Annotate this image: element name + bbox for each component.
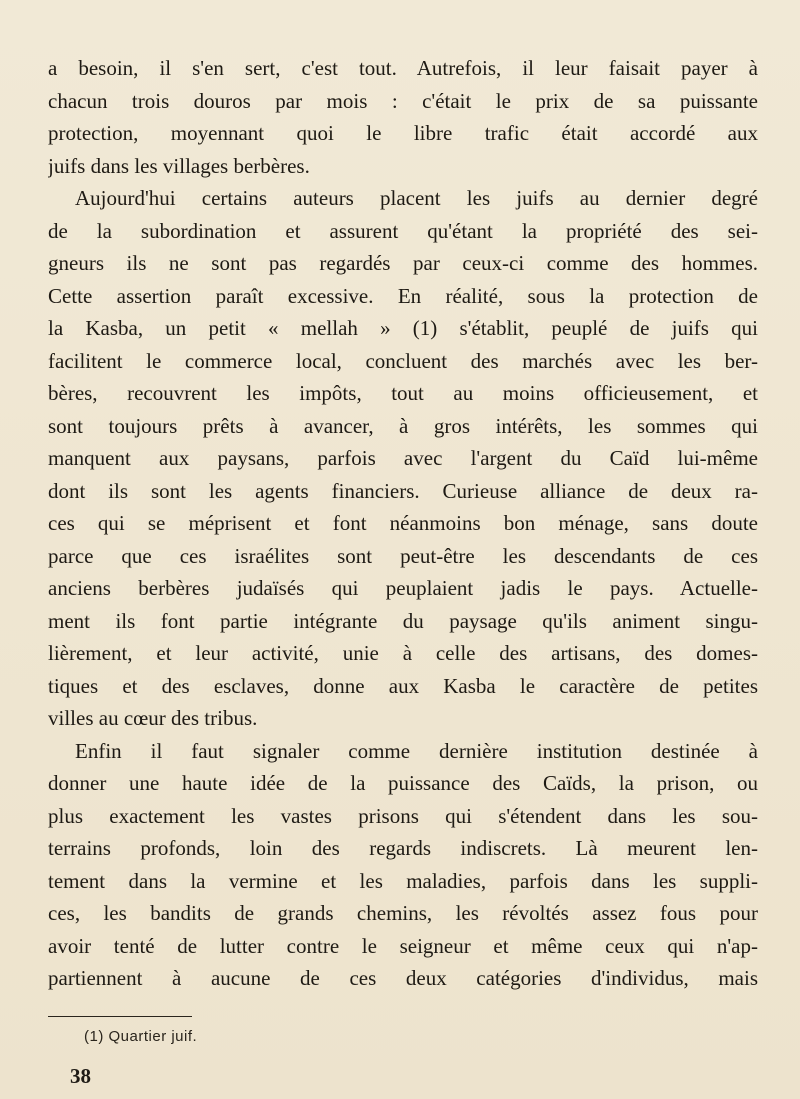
text-line: partiennent à aucune de ces deux catégories d'individus, mais <box>48 966 758 990</box>
text-line: terrains profonds, loin des regards indiscrets. Là meurent len- <box>48 836 758 860</box>
text-line: sont toujours prêts à avancer, à gros intérêts, les sommes qui <box>48 414 758 438</box>
text-line: manquent aux paysans, parfois avec l'argent du Caïd lui-même <box>48 446 758 470</box>
footnote: (1) Quartier juif. <box>84 1028 198 1045</box>
text-line: anciens berbères judaïsés qui peuplaient jadis le pays. Actuelle- <box>48 576 758 600</box>
text-line: protection, moyennant quoi le libre trafic était accordé aux <box>48 121 758 145</box>
text-line: ment ils font partie intégrante du paysage qu'ils animent singu- <box>48 609 758 633</box>
text-line: Enfin il faut signaler comme dernière institution destinée à <box>75 739 758 763</box>
text-line: de la subordination et assurent qu'étant la propriété des sei- <box>48 219 758 243</box>
text-line: ces qui se méprisent et font néanmoins bon ménage, sans doute <box>48 511 758 535</box>
text-line: donner une haute idée de la puissance des Caïds, la prison, ou <box>48 771 758 795</box>
text-line: gneurs ils ne sont pas regardés par ceux-ci comme des hommes. <box>48 251 758 275</box>
text-line: bères, recouvrent les impôts, tout au moins officieusement, et <box>48 381 758 405</box>
text-line: tiques et des esclaves, donne aux Kasba le caractère de petites <box>48 674 758 698</box>
text-line: la Kasba, un petit « mellah » (1) s'établit, peuplé de juifs qui <box>48 316 758 340</box>
text-line: Aujourd'hui certains auteurs placent les juifs au dernier degré <box>75 186 758 210</box>
text-line: plus exactement les vastes prisons qui s'étendent dans les sou- <box>48 804 758 828</box>
text-line: ces, les bandits de grands chemins, les révoltés assez fous pour <box>48 901 758 925</box>
text-line: tement dans la vermine et les maladies, parfois dans les suppli- <box>48 869 758 893</box>
page-number: 38 <box>70 1064 91 1088</box>
text-line: chacun trois douros par mois : c'était le prix de sa puissante <box>48 89 758 113</box>
text-line: avoir tenté de lutter contre le seigneur et même ceux qui n'ap- <box>48 934 758 958</box>
text-line: villes au cœur des tribus. <box>48 706 258 730</box>
footnote-divider <box>48 1016 192 1017</box>
text-line: lièrement, et leur activité, unie à celle des artisans, des domes- <box>48 641 758 665</box>
text-line: a besoin, il s'en sert, c'est tout. Autrefois, il leur faisait payer à <box>48 56 758 80</box>
text-line: dont ils sont les agents financiers. Curieuse alliance de deux ra- <box>48 479 758 503</box>
text-line: juifs dans les villages berbères. <box>48 154 310 178</box>
text-line: Cette assertion paraît excessive. En réalité, sous la protection de <box>48 284 758 308</box>
text-line: parce que ces israélites sont peut-être les descendants de ces <box>48 544 758 568</box>
text-line: facilitent le commerce local, concluent des marchés avec les ber- <box>48 349 758 373</box>
